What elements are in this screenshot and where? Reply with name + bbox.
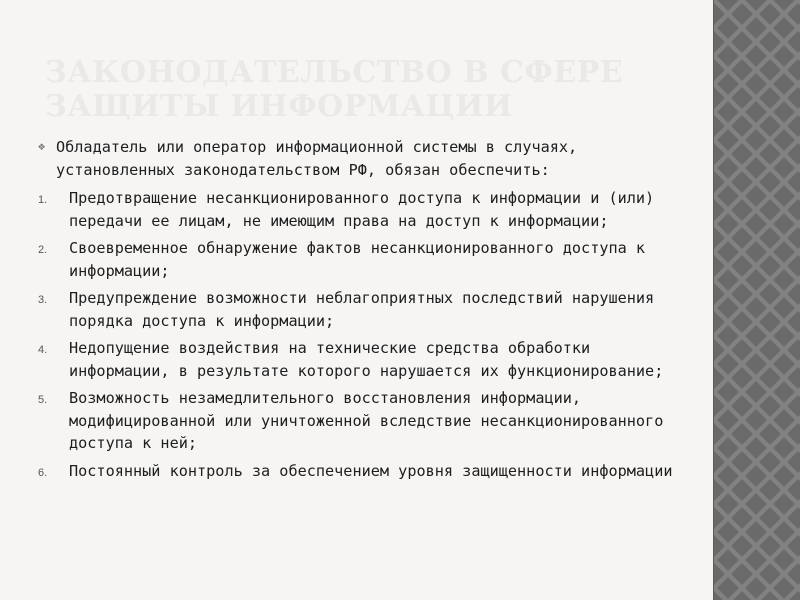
list-item-number: 4. bbox=[38, 344, 48, 356]
slide-content bbox=[38, 136, 678, 487]
diamond-bullet-icon: ❖ bbox=[38, 139, 46, 153]
list-item-number: 1. bbox=[38, 194, 48, 206]
list-item-number: 5. bbox=[38, 394, 48, 406]
list-item-number: 6. bbox=[38, 466, 48, 479]
slide-title: ЗАКОНОДАТЕЛЬСТВО В СФЕРЕ ЗАЩИТЫ ИНФОРМАЦИИ bbox=[45, 55, 624, 124]
list-item bbox=[38, 337, 678, 382]
list-item bbox=[38, 287, 678, 332]
list-item bbox=[38, 460, 678, 483]
list-item-text: Своевременное обнаружение фактов несанкционированного доступа к информации; bbox=[69, 239, 646, 280]
list-item-number: 3. bbox=[38, 294, 48, 306]
requirements-list bbox=[38, 187, 678, 482]
list-item-text: Предупреждение возможности неблагоприятных последствий нарушения порядка доступа к информации; bbox=[69, 289, 655, 330]
list-item-text: Недопущение воздействия на технические средства обработки информации, в результате которого нарушается их функционирование; bbox=[69, 339, 664, 380]
list-item bbox=[38, 237, 678, 282]
list-item-text: Постоянный контроль за обеспечением уровня защищенности информации bbox=[69, 461, 673, 480]
intro-text: Обладатель или оператор информационной системы в случаях, установленных законодательством РФ, обязан обеспечить: bbox=[56, 138, 578, 179]
list-item-text: Возможность незамедлительного восстановления информации, модифицированной или уничтоженной вследствие несанкционированного доступа к ней; bbox=[69, 389, 664, 452]
list-item bbox=[38, 387, 678, 455]
decorative-pattern-strip bbox=[713, 0, 800, 600]
list-item bbox=[38, 187, 678, 232]
list-item-number: 2. bbox=[38, 244, 48, 256]
intro-paragraph bbox=[38, 136, 678, 181]
list-item-text: Предотвращение несанкционированного доступа к информации и (или) передачи ее лицам, не имеющим права на доступ к информации; bbox=[69, 189, 655, 230]
